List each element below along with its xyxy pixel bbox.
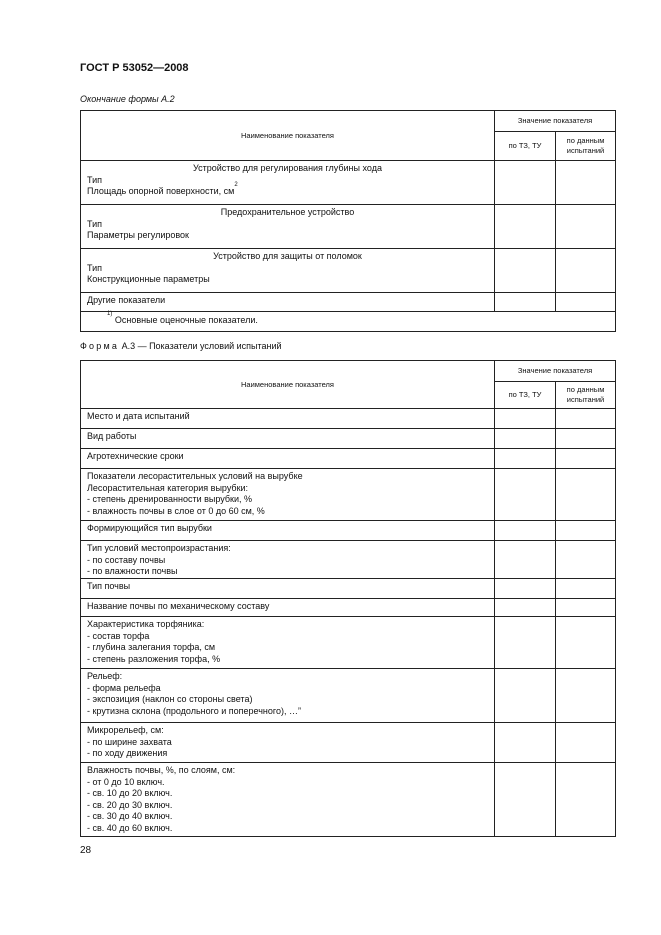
table-row [81,429,616,449]
value-test-cell[interactable] [556,763,616,837]
value-tz-cell[interactable] [495,541,556,579]
indicator-name-cell [81,669,495,723]
footnote-cell [81,312,616,332]
indicator-line: Тип [87,218,103,229]
footnote-mark: 1) [107,311,113,317]
value-test-cell[interactable] [556,293,616,312]
value-test-cell[interactable] [556,541,616,579]
table1-caption: Окончание формы А.2 [80,94,175,104]
group-title: Предохранительное устройство [220,207,355,217]
table-row [81,293,616,312]
value-tz-cell[interactable] [495,669,556,723]
indicator-name-cell [81,763,495,837]
value-tz-cell[interactable] [495,579,556,599]
indicator-line: Другие показатели [87,295,166,305]
indicator-line: - по влажности почвы [87,566,178,576]
indicator-line: Лесорастительная категория вырубки: [87,482,249,493]
indicator-line: - св. 30 до 40 включ. [87,811,173,821]
indicator-name-cell [81,429,495,449]
indicator-name-cell [81,293,495,312]
table-row [81,763,616,837]
table-row [81,249,616,293]
indicator-line: - степень разложения торфа, % [87,653,221,664]
col-head-test [556,132,616,161]
indicator-name-cell [81,579,495,599]
value-test-cell[interactable] [556,469,616,521]
table2-caption-rest: А.3 — Показатели условий испытаний [121,341,282,351]
indicator-line: - крутизна склона (продольного и поперечного), …” [87,705,301,716]
table-row [81,161,616,205]
value-test-cell[interactable] [556,429,616,449]
col-head-test [556,382,616,409]
table2-body [81,361,616,837]
footnote-text: Основные оценочные показатели. [114,315,258,325]
indicator-line: Показатели лесорастительных условий на вырубке [87,471,303,481]
col-head-test-line2: испытаний [566,395,605,404]
indicator-line: Конструкционные параметры [87,274,210,284]
table2-head-row [81,361,616,382]
value-tz-cell[interactable] [495,429,556,449]
footnote-row [81,312,616,332]
value-test-cell[interactable] [556,579,616,599]
table1-head-row [81,111,616,132]
value-tz-cell[interactable] [495,449,556,469]
indicator-name-cell [81,409,495,429]
indicator-line: Тип [87,174,103,185]
col-head-name: Наименование показателя [81,361,495,409]
value-test-cell[interactable] [556,409,616,429]
indicator-line: Место и дата испытаний [87,411,190,421]
indicator-line: Параметры регулировок [87,230,189,240]
document-code: ГОСТ Р 53052—2008 [80,62,189,74]
indicator-line: - св. 40 до 60 включ. [87,822,173,833]
indicator-line: Влажность почвы, %, по слоям, см: [87,765,236,775]
indicator-line: - св. 20 до 30 включ. [87,799,173,810]
group-title: Устройство для защиты от поломок [213,251,362,261]
table1-body [81,111,616,332]
value-test-cell[interactable] [556,669,616,723]
superscript: 2 [234,182,238,188]
value-test-cell[interactable] [556,521,616,541]
indicator-line: - форма рельефа [87,682,161,693]
indicator-name-cell [81,249,495,293]
indicator-line: Название почвы по механическому составу [87,601,270,611]
value-test-cell[interactable] [556,161,616,205]
col-head-tz: по ТЗ, ТУ [495,382,556,409]
indicator-line: - глубина залегания торфа, см [87,642,216,652]
indicator-line: Микрорельеф, см: [87,725,164,735]
table-row [81,599,616,617]
indicator-name-cell [81,449,495,469]
indicator-name-cell [81,161,495,205]
indicator-line: Характеристика торфяника: [87,619,205,629]
indicator-line: Формирующийся тип вырубки [87,523,212,533]
col-head-test-line1: по данным [566,385,605,394]
table-row [81,205,616,249]
col-head-name: Наименование показателя [81,111,495,161]
value-test-cell[interactable] [556,599,616,617]
indicator-name-cell [81,599,495,617]
form-a2-table [80,110,616,332]
table-row [81,409,616,429]
table2-caption-prefix: Форма [80,341,120,351]
value-tz-cell[interactable] [495,409,556,429]
value-test-cell[interactable] [556,617,616,669]
indicator-name-cell [81,205,495,249]
col-head-test-line2: испытаний [566,146,605,155]
indicator-line: Агротехнические сроки [87,451,184,461]
value-test-cell[interactable] [556,249,616,293]
indicator-line: Площадь опорной поверхности, см [87,186,235,196]
indicator-line: - св. 10 до 20 включ. [87,788,173,798]
indicator-line: - по составу почвы [87,554,166,565]
table-row [81,579,616,599]
indicator-name-cell [81,541,495,579]
col-head-test-line1: по данным [566,136,605,145]
table-row [81,469,616,521]
indicator-line: - по ходу движения [87,748,168,758]
indicator-line: Тип почвы [87,581,131,591]
value-tz-cell[interactable] [495,763,556,837]
value-tz-cell[interactable] [495,521,556,541]
indicator-line: - влажность почвы в слое от 0 до 60 см, % [87,505,265,516]
indicator-line: - степень дренированности вырубки, % [87,494,252,504]
indicator-line: Тип [87,262,103,273]
indicator-name-cell [81,469,495,521]
indicator-line: Вид работы [87,431,137,441]
col-head-tz: по ТЗ, ТУ [495,132,556,161]
table-row [81,723,616,763]
table-row [81,541,616,579]
value-tz-cell[interactable] [495,599,556,617]
table2-caption [80,341,282,351]
col-head-value-group: Значение показателя [495,361,616,382]
page-number: 28 [80,845,92,856]
value-tz-cell[interactable] [495,205,556,249]
table-row [81,449,616,469]
indicator-name-cell [81,617,495,669]
form-a3-table [80,360,616,837]
value-tz-cell[interactable] [495,249,556,293]
indicator-line: - от 0 до 10 включ. [87,776,165,787]
value-test-cell[interactable] [556,205,616,249]
value-test-cell[interactable] [556,449,616,469]
indicator-name-cell [81,521,495,541]
indicator-line: - состав торфа [87,630,150,641]
indicator-line: Тип условий местопроизрастания: [87,543,231,553]
col-head-value-group: Значение показателя [495,111,616,132]
group-title: Устройство для регулирования глубины хода [193,163,382,173]
indicator-line-wrap [87,182,494,198]
indicator-line: - по ширине захвата [87,736,172,747]
table-row [81,669,616,723]
value-test-cell[interactable] [556,723,616,763]
value-tz-cell[interactable] [495,293,556,312]
indicator-line: - экспозиция (наклон со стороны света) [87,694,253,704]
value-tz-cell[interactable] [495,617,556,669]
table-row [81,521,616,541]
value-tz-cell[interactable] [495,161,556,205]
value-tz-cell[interactable] [495,723,556,763]
table-row [81,617,616,669]
indicator-line: Рельеф: [87,671,123,681]
value-tz-cell[interactable] [495,469,556,521]
indicator-name-cell [81,723,495,763]
